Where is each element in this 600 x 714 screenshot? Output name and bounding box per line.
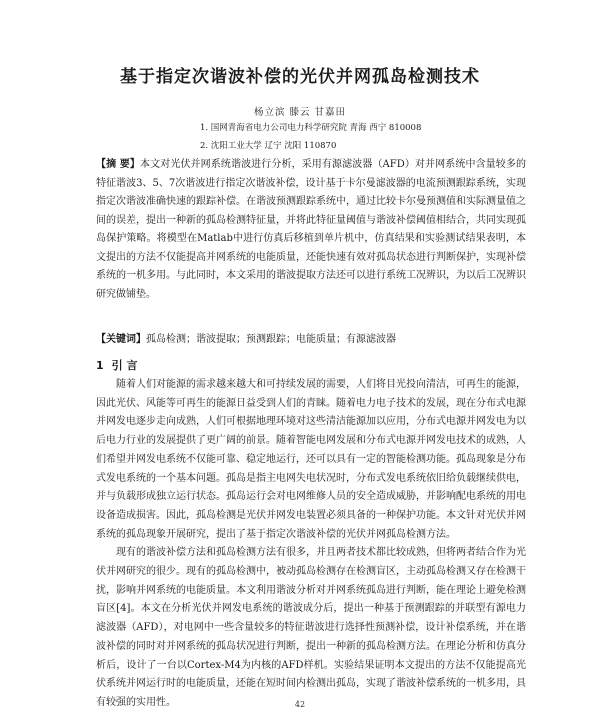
- abstract-label: 【摘 要】: [96, 159, 141, 170]
- keywords: [96, 330, 526, 345]
- affiliation-1: 1. 国网青海省电力公司电力科学研究院 青海 西宁 810008: [200, 123, 422, 133]
- affiliation-2: 2. 沈阳工业大学 辽宁 沈阳 110870: [200, 141, 337, 151]
- paper-title: 基于指定次谐波补偿的光伏并网孤岛检测技术: [120, 67, 480, 87]
- page-number: 42: [294, 700, 306, 709]
- keywords-label: 【关键词】: [96, 334, 146, 345]
- author-list: 杨立滨 滕云 甘嘉田: [253, 107, 347, 118]
- keywords-text: 孤岛检测；谐波提取；预测跟踪；电能质量；有源滤波器: [146, 334, 396, 345]
- section-title: 引 言: [111, 359, 138, 372]
- abstract: [96, 156, 526, 304]
- paragraph: 现有的谐波补偿方法和孤岛检测方法有很多，并且两者技术都比较成熟，但将两者结合作为光伏并网研究的很少。现有的孤岛检测中，被动孤岛检测存在检测盲区，主动孤岛检测又存在检测干扰，影响并网系统的电能质量。本文利用谐波分析对并网系统孤岛进行判断，能在理论上避免检测盲区[4]。本文在分析光伏并网发电系统的谐波成分后，提出一种基于预测跟踪的并联型有源电力滤波器（AFD），对电网中一些含量较多的特征谐波进行选择性预测补偿，设计补偿系统，并在谐波补偿的同时对并网系统的孤岛状况进行判断，提出一种新的孤岛检测方法。在理论分析和仿真分析后，设计了一台以Cortex-M4为内核的AFD样机。实验结果证明本文提出的方法不仅能提高光伏系统并网运行时的电能质量，还能在短时间内检测出孤岛，实现了谐波补偿系统的一机多用，具有较强的实用性。: [96, 547, 526, 708]
- section-heading: [96, 357, 138, 373]
- abstract-text: 本文对光伏并网系统谐波进行分析，采用有源滤波器（AFD）对并网系统中含量较多的特征谐波3、5、7次谐波进行指定次谐波补偿，设计基于卡尔曼滤波器的电流预测跟踪系统，实现指定次谐波准确快速的跟踪补偿。在谐波预测跟踪系统中，通过比较卡尔曼预测值和实际测量值之间的误差，提出一种新的孤岛检测特征量，并将此特征量阈值与谐波补偿阈值相结合，共同实现孤岛保护策略。将模型在Matlab中进行仿真后移植到单片机中，仿真结果和实验测试结果表明，本文提出的方法不仅能提高并网系统的电能质量，还能快速有效对孤岛状态进行判断保护，实现补偿系统的一机多用。与此同时，本文采用的谐波提取方法还可以进行系统工况辨识，为以后工况辨识研究做铺垫。: [96, 159, 526, 300]
- body-text: [96, 376, 526, 713]
- section-number: 1: [96, 359, 104, 372]
- paragraph: 随着人们对能源的需求越来越大和可持续发展的需要，人们将目光投向清洁，可再生的能源，因此光伏、风能等可再生的能源日益受到人们的青睐。随着电力电子技术的发展，现在分布式电源并网发电逐步走向成熟，人们可根据地理环境对这些清洁能源加以应用，分布式电源并网发电为以后电力行业的发展提供了更广阔的前景。随着智能电网发展和分布式电源并网发电技术的成熟，人们希望并网发电系统不仅能可靠、稳定地运行，还可以具有一定的智能检测功能。孤岛现象是分布式发电系统的一个基本问题。孤岛是指主电网失电状况时，分布式发电系统依旧给负载继续供电，并与负载形成独立运行状态。孤岛运行会对电网维修人员的安全造成威胁，并影响配电系统的用电设备造成损害。因此，孤岛检测是光伏并网发电装置必须具备的一种保护功能。本文针对光伏并网系统的孤岛现象开展研究，提出了基于指定次谐波补偿的光伏并网孤岛检测方法。: [96, 379, 526, 540]
